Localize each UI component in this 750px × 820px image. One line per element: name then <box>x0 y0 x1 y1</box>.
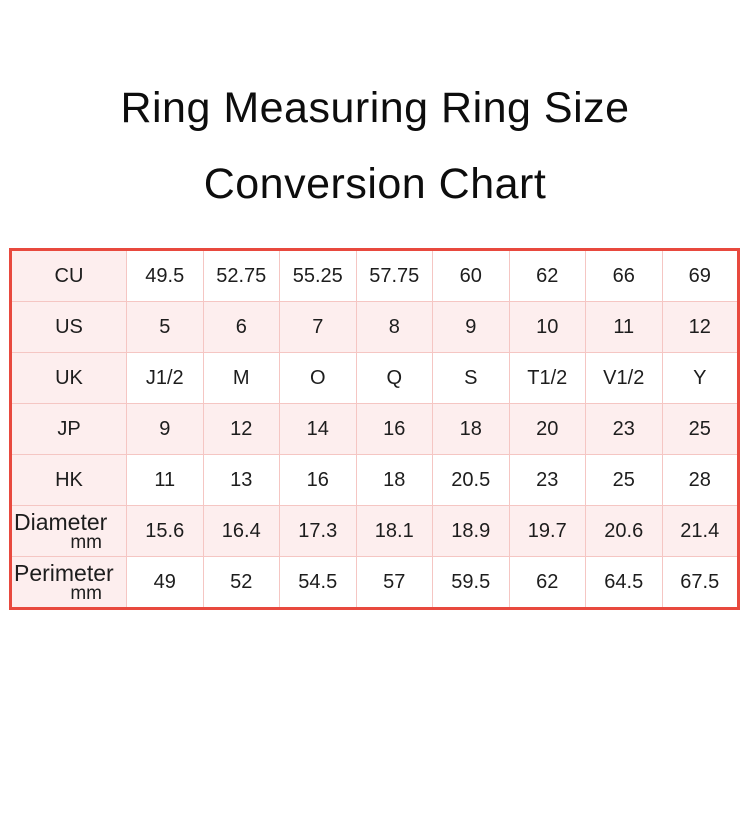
table-cell: 20.5 <box>433 455 510 506</box>
table-cell: 16 <box>356 404 433 455</box>
table-cell: 25 <box>662 404 739 455</box>
table-cell: J1/2 <box>127 353 204 404</box>
page-title-line-2: Conversion Chart <box>203 160 547 208</box>
row-label <box>11 302 127 353</box>
table-cell: 19.7 <box>509 506 586 557</box>
table-row <box>11 557 739 609</box>
table-cell: 49 <box>127 557 204 609</box>
table-cell: 23 <box>509 455 586 506</box>
row-label-text: Diameter <box>14 509 108 535</box>
table-cell: 49.5 <box>127 250 204 302</box>
row-label-text: UK <box>55 366 83 389</box>
table-cell: 12 <box>203 404 280 455</box>
table-cell: 15.6 <box>127 506 204 557</box>
table-cell: 67.5 <box>662 557 739 609</box>
table-cell: 11 <box>586 302 663 353</box>
table-cell: 20.6 <box>586 506 663 557</box>
table-cell: 62 <box>509 250 586 302</box>
row-label-text: US <box>55 315 83 338</box>
table-cell: 16.4 <box>203 506 280 557</box>
table-cell: 23 <box>586 404 663 455</box>
table-cell: 17.3 <box>280 506 357 557</box>
table-row <box>11 353 739 404</box>
page-title-line-1: Ring Measuring Ring Size <box>120 84 630 132</box>
table-cell: 54.5 <box>280 557 357 609</box>
table-cell: S <box>433 353 510 404</box>
table-row <box>11 250 739 302</box>
table-cell: 52 <box>203 557 280 609</box>
page-title <box>0 70 750 222</box>
table-cell: 14 <box>280 404 357 455</box>
table-row <box>11 404 739 455</box>
table-cell: 8 <box>356 302 433 353</box>
table-cell: 11 <box>127 455 204 506</box>
row-label-text: HK <box>55 468 83 491</box>
row-label-text: JP <box>57 417 81 440</box>
table-cell: 12 <box>662 302 739 353</box>
table-cell: 5 <box>127 302 204 353</box>
table-cell: 52.75 <box>203 250 280 302</box>
table-cell: 57 <box>356 557 433 609</box>
table-cell: 18 <box>356 455 433 506</box>
table-cell: O <box>280 353 357 404</box>
table-cell: 20 <box>509 404 586 455</box>
table-cell: 69 <box>662 250 739 302</box>
row-label <box>11 353 127 404</box>
table-row <box>11 455 739 506</box>
table-cell: 57.75 <box>356 250 433 302</box>
table-cell: M <box>203 353 280 404</box>
row-label-text: Perimeter <box>14 560 114 586</box>
table-cell: 7 <box>280 302 357 353</box>
conversion-table-body <box>11 250 739 609</box>
table-cell: 6 <box>203 302 280 353</box>
row-label <box>11 250 127 302</box>
row-label <box>11 404 127 455</box>
table-cell: 16 <box>280 455 357 506</box>
table-cell: 18.9 <box>433 506 510 557</box>
row-label <box>11 506 127 557</box>
table-cell: 25 <box>586 455 663 506</box>
table-cell: 60 <box>433 250 510 302</box>
ring-size-conversion-table <box>9 248 740 610</box>
table-cell: Y <box>662 353 739 404</box>
row-sublabel-text: mm <box>70 532 102 553</box>
table-cell: 59.5 <box>433 557 510 609</box>
table-cell: 21.4 <box>662 506 739 557</box>
table-cell: T1/2 <box>509 353 586 404</box>
table-cell: 55.25 <box>280 250 357 302</box>
table-cell: 9 <box>433 302 510 353</box>
table-cell: 13 <box>203 455 280 506</box>
table-cell: 66 <box>586 250 663 302</box>
table-cell: V1/2 <box>586 353 663 404</box>
table-cell: 28 <box>662 455 739 506</box>
row-label <box>11 455 127 506</box>
row-sublabel-text: mm <box>70 583 102 604</box>
table-row <box>11 302 739 353</box>
row-label <box>11 557 127 609</box>
table-cell: 18.1 <box>356 506 433 557</box>
table-cell: Q <box>356 353 433 404</box>
table-cell: 18 <box>433 404 510 455</box>
table-row <box>11 506 739 557</box>
table-cell: 62 <box>509 557 586 609</box>
row-label-text: CU <box>54 264 84 287</box>
table-cell: 64.5 <box>586 557 663 609</box>
table-cell: 10 <box>509 302 586 353</box>
table-cell: 9 <box>127 404 204 455</box>
